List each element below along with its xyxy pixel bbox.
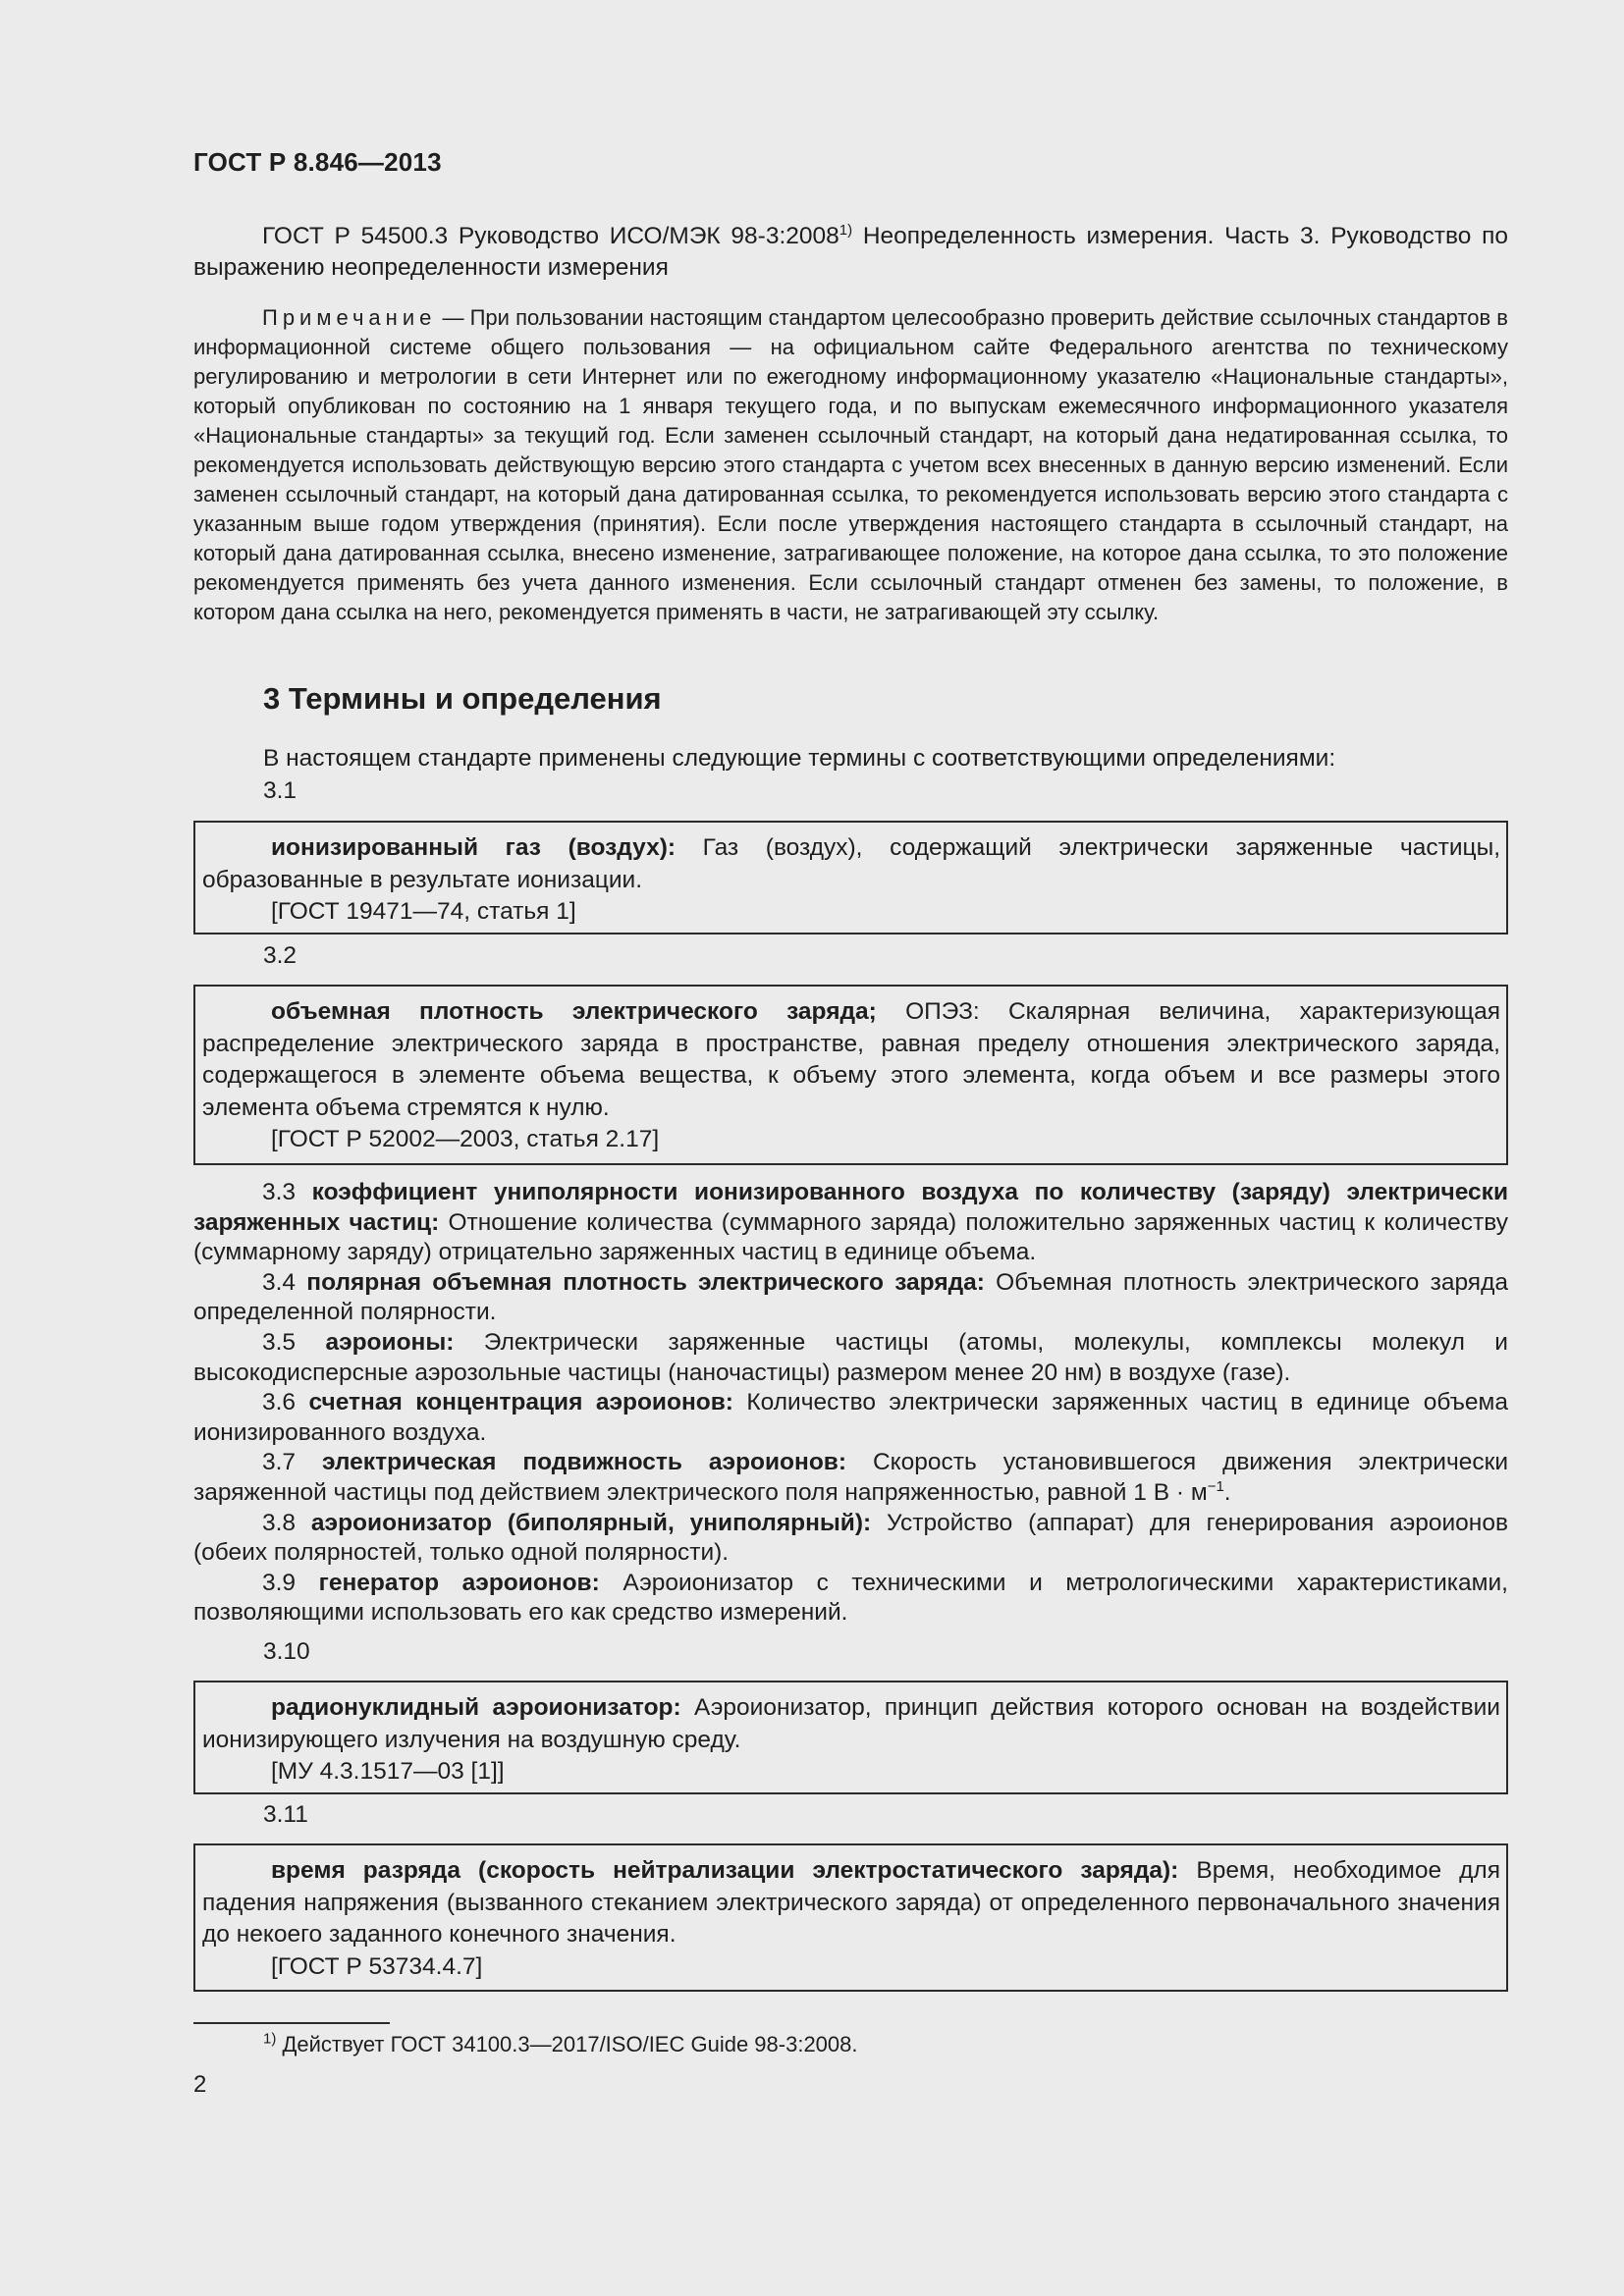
term-source: [ГОСТ Р 52002—2003, статья 2.17] <box>271 1126 660 1152</box>
definition-item: 3.9 генератор аэроионов: Аэроионизатор с техническими и метрологическими характеристиками, позволяющими использовать его как средство измерений. <box>193 1569 1508 1627</box>
term-name: радионуклидный аэроионизатор: <box>271 1694 681 1721</box>
term-source: [МУ 4.3.1517—03 [1]] <box>271 1758 505 1785</box>
reference-text-continued: Неопределенность измерения. Часть 3. Руководство по выражению неопределенности измерения <box>193 223 1508 281</box>
term-definition: Скорость установившегося движения электрически заряженной частицы под действием электрического поля напряженностью, равной 1 В · м <box>193 1449 1509 1506</box>
definition-item: 3.6 счетная концентрация аэроионов: Количество электрически заряженных частиц в единице объема ионизированного воздуха. <box>193 1389 1508 1446</box>
term-box-3-11 <box>193 1843 1508 1992</box>
term-name: аэроионизатор (биполярный, униполярный): <box>310 1509 872 1536</box>
term-definition: Аэроионизатор с техническими и метрологическими характеристиками, позволяющими использовать его как средство измерений. <box>193 1569 1508 1627</box>
note-text: — При пользовании настоящим стандартом целесообразно проверить действие ссылочных стандартов в информационной системе общего пользования — на официальном сайте Федерального агентства по техническому регулированию и метрологии в сети Интернет или по ежегодному информационному указателю «Национальные стандарты», который опубликован по состоянию на 1 января текущего года, и по выпускам ежемесячного информационного указателя «Национальные стандарты» за текущий год. Если заменен ссылочный стандарт, на который дана недатированная ссылка, то рекомендуется использовать действующую версию этого стандарта с учетом всех внесенных в данную версию изменений. Если заменен ссылочный стандарт, на который дана датированная ссылка, то рекомендуется использовать версию этого стандарта с указанным выше годом утверждения (принятия). Если после утверждения настоящего стандарта в ссылочный стандарт, на который дана датированная ссылка, внесено изменение, затрагивающее положение, на которое дана ссылка, то это положение рекомендуется применять без учета данного изменения. Если ссылочный стандарт отменен без замены, то положение, в котором дана ссылка на него, рекомендуется применять в части, не затрагивающей эту ссылку. <box>193 305 1508 624</box>
term-definition: Газ (воздух), содержащий электрически заряженные частицы, образованные в результате ионизации. <box>202 834 1500 893</box>
term-box-3-1 <box>193 821 1508 934</box>
note-paragraph <box>193 303 1508 627</box>
term-number: 3.1 <box>263 777 298 804</box>
term-name: время разряда (скорость нейтрализации электростатического заряда): <box>271 1857 1179 1884</box>
footnote-number: 1) <box>263 2030 277 2048</box>
section-title: 3 Термины и определения <box>263 681 662 716</box>
definition-item: 3.8 аэроионизатор (биполярный, униполярный): Устройство (аппарат) для генерирования аэроионов (обеих полярностей, только одной полярности). <box>193 1509 1508 1567</box>
term-name: коэффициент униполярности ионизированного воздуха по количеству (заряду) электрически заряженных частиц: <box>193 1179 1509 1236</box>
footnote-text: Действует ГОСТ 34100.3—2017/ISO/IEC Guide 98-3:2008. <box>276 2032 858 2056</box>
term-name: ионизированный газ (воздух): <box>271 834 677 861</box>
definition-item: 3.7 электрическая подвижность аэроионов: Скорость установившегося движения электрически заряженной частицы под действием электрического поля напряженностью, равной 1 $В \cdot м^{-1}$. <box>193 1449 1509 1506</box>
term-definition: Количество электрически заряженных частиц в единице объема ионизированного воздуха. <box>193 1389 1508 1446</box>
section-intro: В настоящем стандарте применены следующие термины с соответствующими определениями: <box>263 745 1336 772</box>
note-label: Примечание <box>262 305 437 330</box>
term-number: 3.11 <box>263 1801 308 1828</box>
term-source: [ГОСТ 19471—74, статья 1] <box>271 898 576 925</box>
normative-reference-paragraph <box>193 221 1508 284</box>
footnote <box>263 2030 858 2059</box>
definitions-list <box>193 1178 1508 1629</box>
term-source: [ГОСТ Р 53734.4.7] <box>271 1952 483 1980</box>
term-name: генератор аэроионов: <box>318 1569 600 1596</box>
term-box-3-2 <box>193 985 1508 1165</box>
term-definition: ОПЭЗ: Скалярная величина, характеризующая распределение электрического заряда в пространстве, равная пределу отношения электрического заряда, содержащегося в элементе объема вещества, к объему этого элемента, когда объем и все размеры этого элемента объема стремятся к нулю. <box>202 998 1500 1121</box>
term-definition: Объемная плотность электрического заряда определенной полярности. <box>193 1268 1508 1326</box>
term-name: объемная плотность электрического заряда; <box>271 998 877 1025</box>
page-number: 2 <box>193 2071 207 2098</box>
term-definition: Электрически заряженные частицы (атомы, молекулы, комплексы молекул и высокодисперсные аэрозольные частицы (наночастицы) размером менее 20 нм) в воздухе (газе). <box>193 1328 1508 1386</box>
term-definition: Отношение количества (суммарного заряда) положительно заряженных частиц к количеству (суммарному заряду) отрицательно заряженных частиц в единице объема. <box>193 1208 1508 1266</box>
footnote-marker[interactable]: 1) <box>839 221 853 239</box>
document-header: ГОСТ Р 8.846—2013 <box>193 147 442 177</box>
definition-item: 3.5 аэроионы: Электрически заряженные частицы (атомы, молекулы, комплексы молекул и высокодисперсные аэрозольные частицы (наночастицы) размером менее 20 нм) в воздухе (газе). <box>193 1328 1508 1386</box>
definition-item: 3.3 коэффициент униполярности ионизированного воздуха по количеству (заряду) электрически заряженных частиц: Отношение количества (суммарного заряда) положительно заряженных частиц к количеству (суммарному заряду) отрицательно заряженных частиц в единице объема. <box>193 1179 1509 1266</box>
reference-text: ГОСТ Р 54500.3 Руководство ИСО/МЭК 98-3:2008 <box>262 223 839 249</box>
term-definition: Время, необходимое для падения напряжения (вызванного стеканием электрического заряда) от определенного первоначального значения до некоего заданного конечного значения. <box>202 1857 1500 1948</box>
term-number: 3.2 <box>263 942 298 969</box>
definition-item: 3.4 полярная объемная плотность электрического заряда: Объемная плотность электрического заряда определенной полярности. <box>193 1268 1508 1326</box>
term-definition: Аэроионизатор, принцип действия которого основан на воздействии ионизирующего излучения на воздушную среду. <box>202 1694 1500 1753</box>
term-name: счетная концентрация аэроионов: <box>308 1389 733 1416</box>
term-number: 3.10 <box>263 1638 310 1665</box>
term-name: электрическая подвижность аэроионов: <box>322 1449 847 1476</box>
term-name: полярная объемная плотность электрического заряда: <box>306 1268 985 1296</box>
term-definition: Устройство (аппарат) для генерирования аэроионов (обеих полярностей, только одной полярности). <box>193 1509 1508 1567</box>
term-name: аэроионы: <box>325 1328 455 1356</box>
superscript-exponent: −1 <box>1207 1477 1224 1495</box>
term-box-3-10 <box>193 1681 1508 1794</box>
footnote-separator <box>193 2022 390 2024</box>
